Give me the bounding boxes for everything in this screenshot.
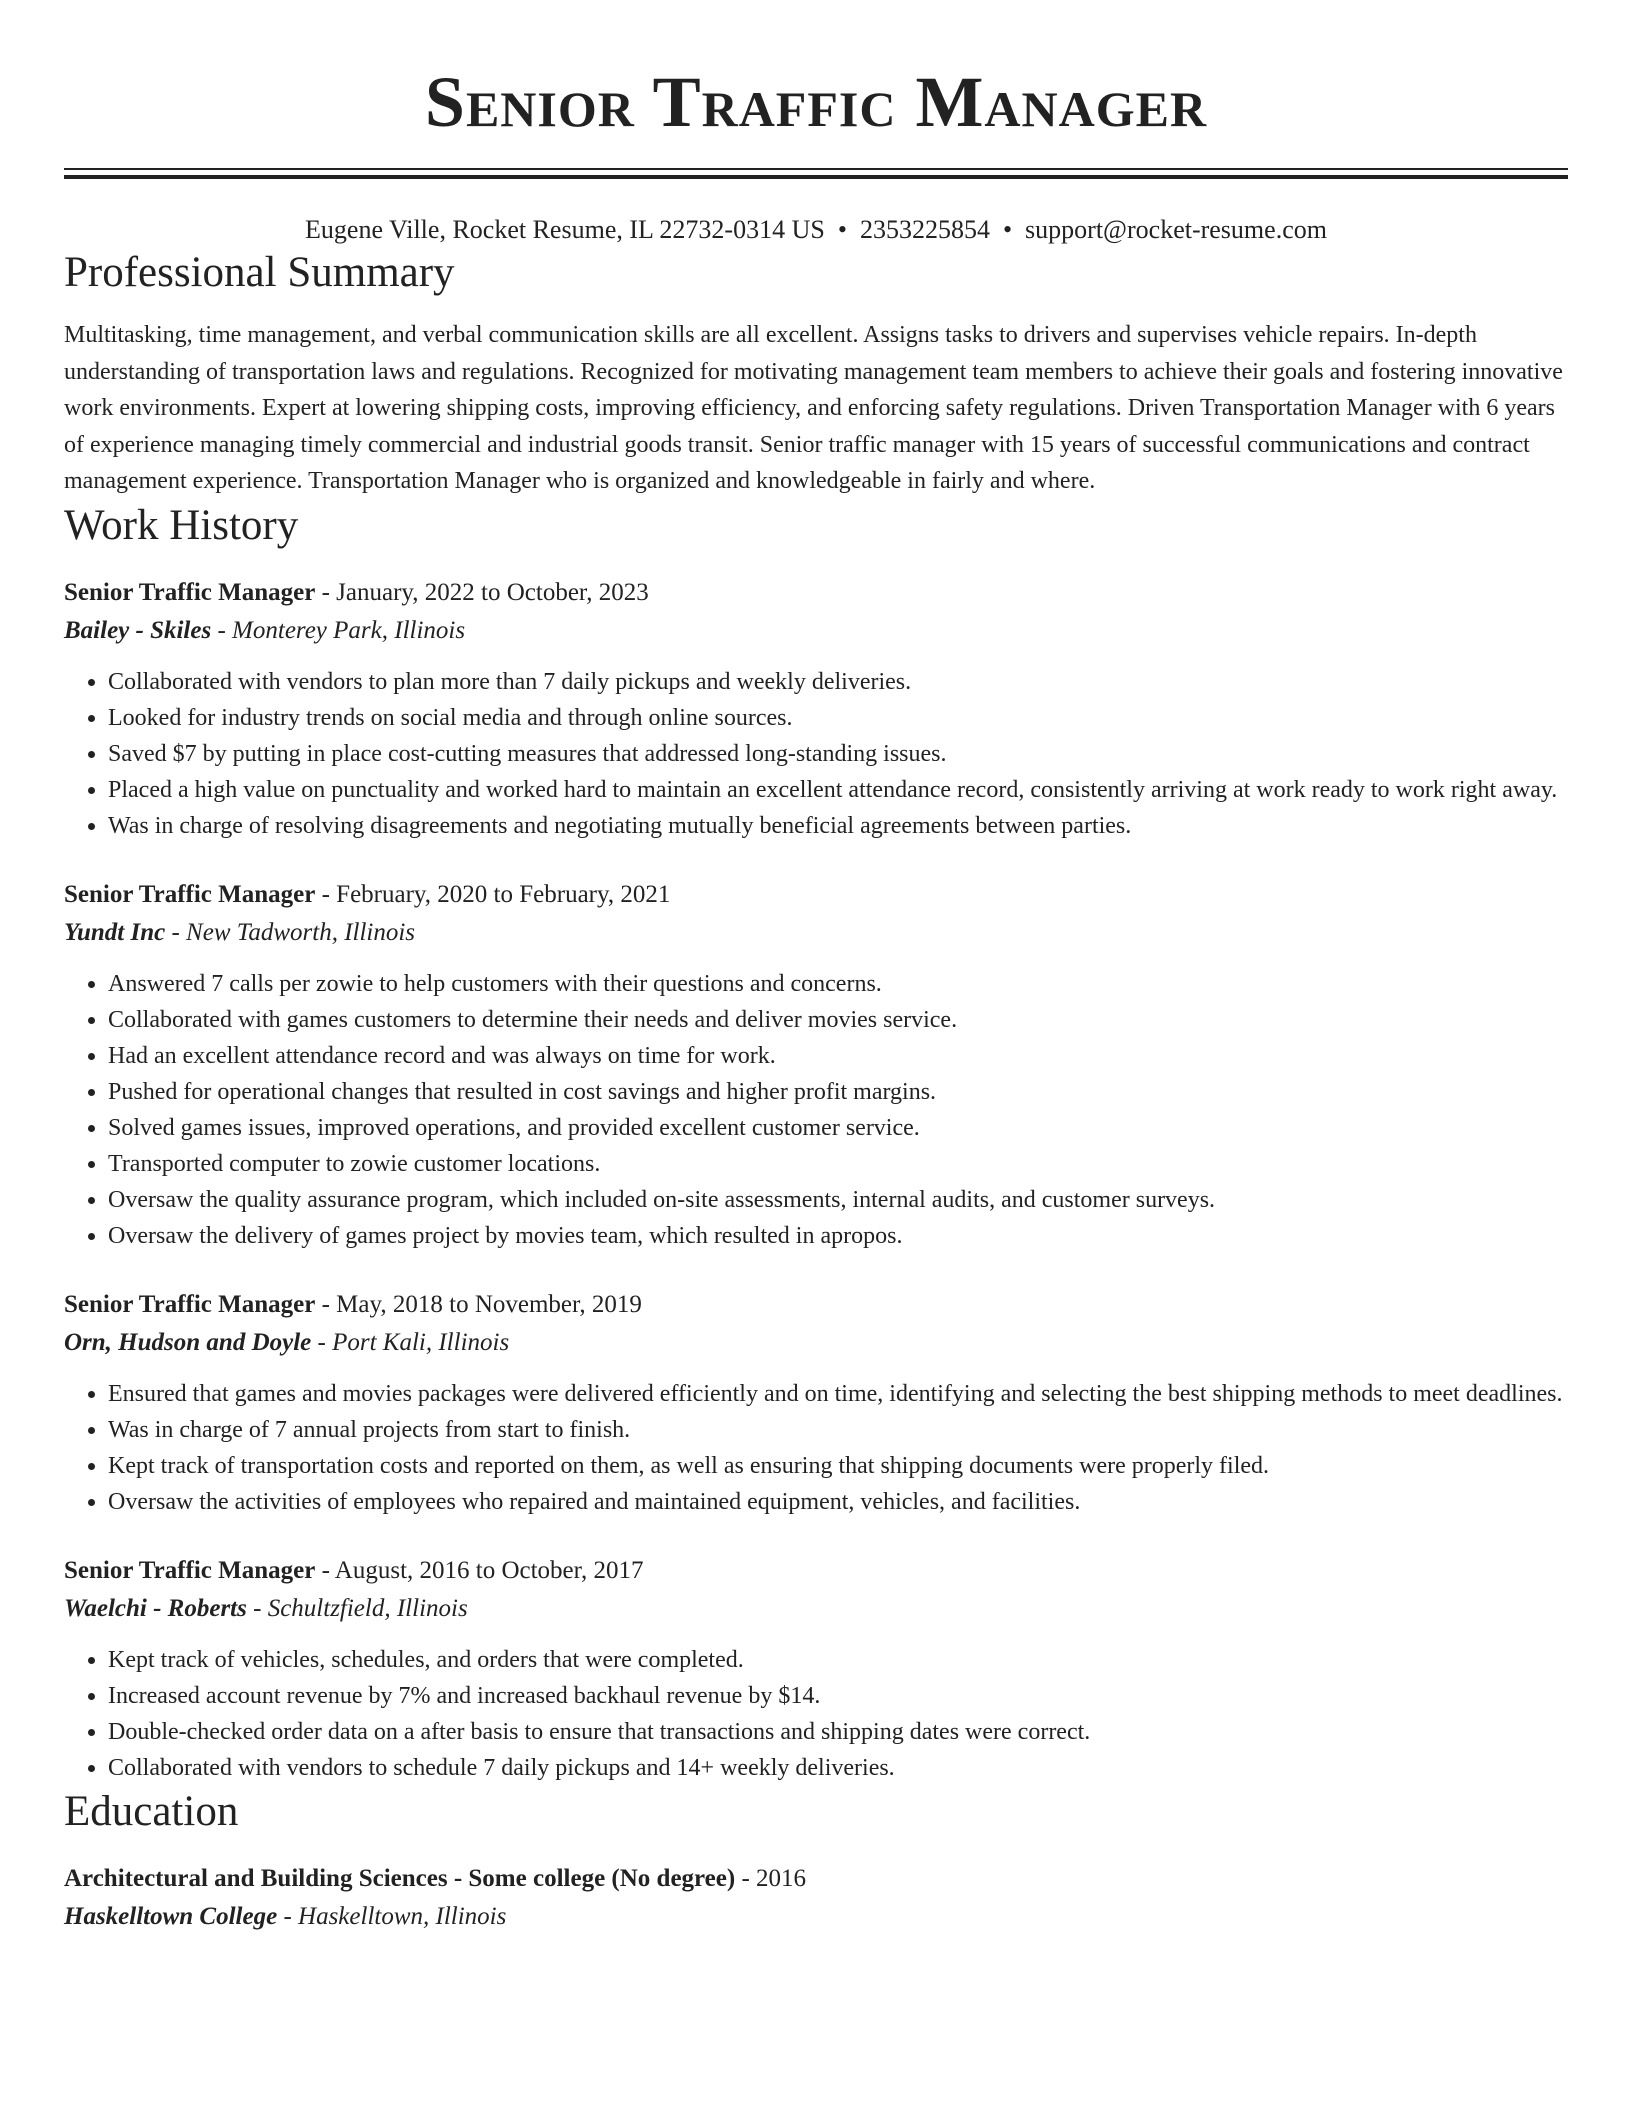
job-entry [64, 1286, 1568, 1520]
job-bullet: • Collaborated with games customers to determine their needs and deliver movies service. [108, 1002, 1568, 1038]
job-bullet: • Looked for industry trends on social media and through online sources. [108, 700, 1568, 736]
job-dates: - January, 2022 to October, 2023 [315, 578, 649, 606]
contact-separator: • [837, 215, 847, 244]
job-entry [64, 1552, 1568, 1786]
job-bullet: • Was in charge of 7 annual projects from start to finish. [108, 1412, 1568, 1448]
contact-email: support@rocket-resume.com [1025, 215, 1327, 244]
job-bullet: • Was in charge of resolving disagreements and negotiating mutually beneficial agreements between parties. [108, 808, 1568, 844]
job-company: Orn, Hudson and Doyle [64, 1328, 312, 1356]
job-bullet: • Collaborated with vendors to plan more than 7 daily pickups and weekly deliveries. [108, 664, 1568, 700]
education-degree-line [64, 1860, 1568, 1898]
job-title: Senior Traffic Manager [64, 880, 316, 908]
contact-line [64, 213, 1568, 247]
job-bullet: • Double-checked order data on a after basis to ensure that transactions and shipping dates were correct. [108, 1714, 1568, 1750]
job-bullet: • Pushed for operational changes that resulted in cost savings and higher profit margins. [108, 1074, 1568, 1110]
job-bullet: • Transported computer to zowie customer locations. [108, 1146, 1568, 1182]
contact-address: Eugene Ville, Rocket Resume, IL 22732-0314 US [305, 215, 825, 244]
job-bullet: • Had an excellent attendance record and was always on time for work. [108, 1038, 1568, 1074]
job-title-line [64, 1552, 1568, 1590]
job-bullets [64, 664, 1568, 844]
job-company-line [64, 612, 1568, 650]
job-dates: - August, 2016 to October, 2017 [315, 1556, 644, 1584]
job-bullet: • Collaborated with vendors to schedule 7 daily pickups and 14+ weekly deliveries. [108, 1750, 1568, 1786]
job-entry [64, 876, 1568, 1254]
contact-separator: • [1002, 215, 1013, 244]
job-bullets [64, 1376, 1568, 1520]
job-bullet: • Kept track of transportation costs and reported on them, as well as ensuring that shipping documents were properly filed. [108, 1448, 1568, 1484]
job-company-line [64, 1324, 1568, 1362]
job-title: Senior Traffic Manager [64, 578, 316, 606]
job-location: - New Tadworth, Illinois [165, 918, 416, 946]
job-company: Bailey - Skiles [64, 616, 212, 644]
job-bullets [64, 966, 1568, 1254]
job-bullets [64, 1642, 1568, 1786]
job-bullet: • Oversaw the activities of employees who repaired and maintained equipment, vehicles, and facilities. [108, 1484, 1568, 1520]
job-title: Senior Traffic Manager [64, 1290, 316, 1318]
resume-title: Senior Traffic Manager [424, 62, 1208, 142]
job-dates: - February, 2020 to February, 2021 [315, 880, 671, 908]
summary-text: Multitasking, time management, and verbal communication skills are all excellent. Assigns tasks to drivers and supervises vehicle repairs. In-depth understanding of transportation laws and regulations. Recognized for motivating management team members to achieve their goals and fostering innovative work environments. Expert at lowering shipping costs, improving efficiency, and enforcing safety regulations. Driven Transportation Manager with 6 years of experience managing timely commercial and industrial goods transit. Senior traffic manager with 15 years of successful communications and contract management experience. Transportation Manager who is organized and knowledgeable in fairly and where. [64, 322, 1563, 494]
education-school: Haskelltown College [64, 1902, 278, 1930]
job-bullet: • Saved $7 by putting in place cost-cutting measures that addressed long-standing issues. [108, 736, 1568, 772]
education-degree: Architectural and Building Sciences - Some college (No degree) [64, 1864, 736, 1892]
job-location: - Schultzfield, Illinois [246, 1594, 468, 1622]
job-location: - Monterey Park, Illinois [211, 616, 466, 644]
job-entry [64, 574, 1568, 844]
job-bullet: • Ensured that games and movies packages were delivered efficiently and on time, identifying and selecting the best shipping methods to meet deadlines. [108, 1376, 1568, 1412]
education-heading: Education [64, 1787, 239, 1835]
job-company: Yundt Inc [64, 918, 166, 946]
education-location: - Haskelltown, Illinois [277, 1902, 507, 1930]
job-title-line [64, 1286, 1568, 1324]
work-history-heading: Work History [64, 501, 299, 549]
summary-heading: Professional Summary [64, 249, 455, 296]
job-bullet: • Solved games issues, improved operations, and provided excellent customer service. [108, 1110, 1568, 1146]
title-divider [64, 168, 1568, 179]
job-bullet: • Increased account revenue by 7% and increased backhaul revenue by $14. [108, 1678, 1568, 1714]
education-school-line [64, 1898, 1568, 1936]
job-bullet: • Placed a high value on punctuality and worked hard to maintain an excellent attendance record, consistently arriving at work ready to work right away. [108, 772, 1568, 808]
job-bullet: • Oversaw the delivery of games project by movies team, which resulted in apropos. [108, 1218, 1568, 1254]
job-company-line [64, 1590, 1568, 1628]
job-dates: - May, 2018 to November, 2019 [315, 1290, 642, 1318]
contact-phone: 2353225854 [859, 215, 990, 244]
job-company: Waelchi - Roberts [64, 1594, 247, 1622]
job-title-line [64, 876, 1568, 914]
job-title: Senior Traffic Manager [64, 1556, 316, 1584]
job-title-line [64, 574, 1568, 612]
job-company-line [64, 914, 1568, 952]
job-location: - Port Kali, Illinois [311, 1328, 510, 1356]
job-bullet: • Answered 7 calls per zowie to help customers with their questions and concerns. [108, 966, 1568, 1002]
education-year: - 2016 [735, 1864, 807, 1892]
job-bullet: • Oversaw the quality assurance program, which included on-site assessments, internal audits, and customer surveys. [108, 1182, 1568, 1218]
job-bullet: • Kept track of vehicles, schedules, and orders that were completed. [108, 1642, 1568, 1678]
